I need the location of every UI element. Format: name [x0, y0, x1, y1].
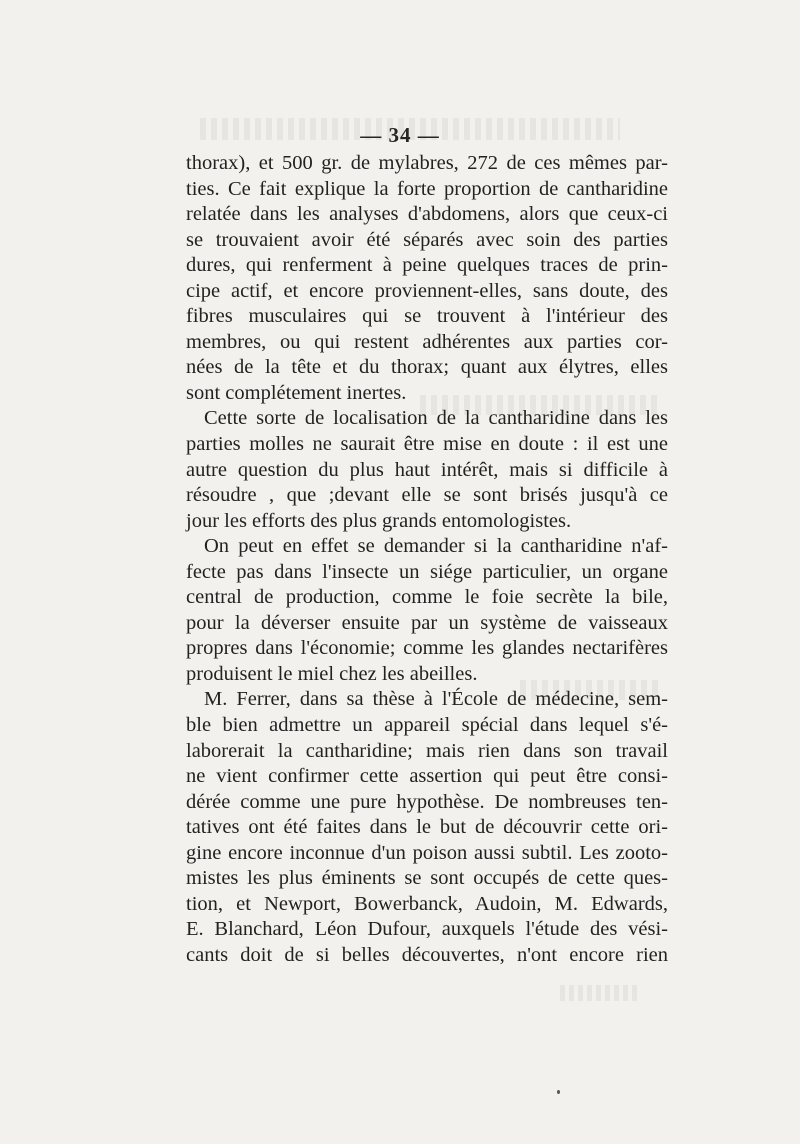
text-line: tatives ont été faites dans le but de découvrir cette ori- — [186, 816, 668, 839]
text-line: tion, et Newport, Bowerbanck, Audoin, M. Edwards, — [186, 892, 668, 915]
paper-speck — [557, 1090, 560, 1094]
text-line: fecte pas dans l'insecte un siége particulier, un organe — [186, 560, 668, 583]
text-line: dérée comme une pure hypothèse. De nombreuses ten- — [186, 790, 668, 813]
text-line: On peut en effet se demander si la cantharidine n'af- — [204, 535, 668, 558]
text-line: ties. Ce fait explique la forte proportion de cantharidine — [186, 177, 668, 200]
text-line: propres dans l'économie; comme les glandes nectarifères — [186, 637, 668, 660]
text-line: mistes les plus éminents se sont occupés de cette ques- — [186, 867, 668, 890]
text-line: cipe actif, et encore proviennent-elles, sans doute, des — [186, 279, 668, 302]
text-line: parties molles ne saurait être mise en doute : il est une — [186, 433, 668, 456]
text-line: Cette sorte de localisation de la cantharidine dans les — [204, 407, 668, 430]
page-number: — 34 — — [360, 123, 440, 147]
text-line: sont complétement inertes. — [186, 381, 407, 404]
body-text — [186, 151, 668, 969]
text-line: cants doit de si belles découvertes, n'ont encore rien — [186, 943, 668, 966]
text-line: dures, qui renferment à peine quelques traces de prin- — [186, 254, 668, 277]
text-line: relatée dans les analyses d'abdomens, alors que ceux-ci — [186, 203, 668, 226]
show-through-ghost — [560, 985, 640, 1001]
text-line: résoudre , que ;devant elle se sont brisés jusqu'à ce — [186, 484, 668, 507]
text-line: se trouvaient avoir été séparés avec soin des parties — [186, 228, 668, 251]
text-line: autre question du plus haut intérêt, mais si difficile à — [186, 458, 668, 481]
text-line: thorax), et 500 gr. de mylabres, 272 de ces mêmes par- — [186, 152, 668, 174]
text-line: jour les efforts des plus grands entomologistes. — [186, 509, 572, 532]
text-line: gine encore inconnue d'un poison aussi subtil. Les zooto- — [186, 841, 668, 864]
text-line: laborerait la cantharidine; mais rien dans son travail — [186, 739, 668, 762]
text-line: nées de la tête et du thorax; quant aux élytres, elles — [186, 356, 668, 379]
text-line: M. Ferrer, dans sa thèse à l'École de médecine, sem- — [204, 688, 668, 711]
text-line: ne vient confirmer cette assertion qui peut être consi- — [186, 765, 668, 788]
text-line: produisent le miel chez les abeilles. — [186, 662, 478, 685]
text-line: membres, ou qui restent adhérentes aux parties cor- — [186, 330, 668, 353]
text-line: pour la déverser ensuite par un système de vaisseaux — [186, 611, 668, 634]
text-line: central de production, comme le foie secrète la bile, — [186, 586, 668, 609]
text-line: E. Blanchard, Léon Dufour, auxquels l'étude des vési- — [186, 918, 668, 941]
text-line: ble bien admettre un appareil spécial dans lequel s'é- — [186, 714, 668, 737]
text-line: fibres musculaires qui se trouvent à l'intérieur des — [186, 305, 668, 328]
